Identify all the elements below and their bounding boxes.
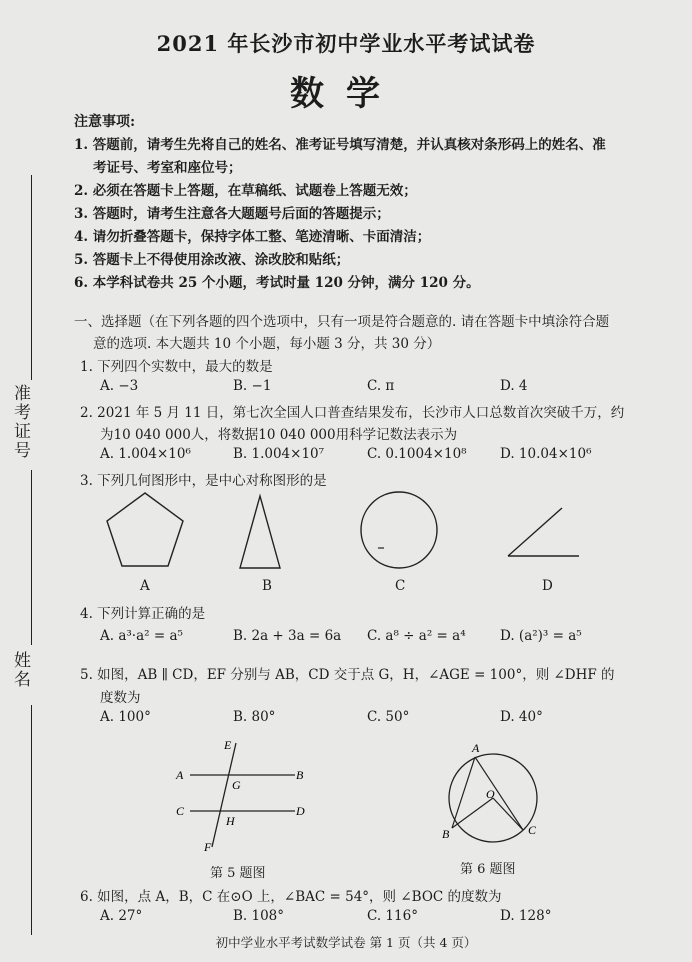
notice-item: 考证号、考室和座位号； bbox=[93, 160, 242, 176]
subject-title: 数学 bbox=[290, 74, 402, 114]
pentagon-shape bbox=[107, 493, 183, 566]
q4-option-b: B. 2a + 3a = 6a bbox=[233, 628, 342, 644]
q3-option-b: B bbox=[262, 578, 272, 594]
question-2-stem: 2. 2021 年 5 月 11 日，第七次全国人口普查结果发布，长沙市人口总数首次突破千万，约 bbox=[80, 405, 625, 421]
q4-option-a: A. a³·a² = a⁵ bbox=[100, 628, 183, 644]
name-label: 姓名 bbox=[14, 651, 31, 690]
q5-option-c: C. 50° bbox=[367, 709, 410, 725]
figure-6-caption: 第 6 题图 bbox=[460, 862, 516, 877]
q6-option-c: C. 116° bbox=[367, 908, 418, 924]
notice-item: 4. 请勿折叠答题卡，保持字体工整、笔迹清晰、卡面清洁； bbox=[74, 229, 431, 245]
line-ef bbox=[212, 743, 236, 847]
q2-option-b: B. 1.004×10⁷ bbox=[233, 446, 325, 462]
label-c: C bbox=[528, 823, 537, 837]
label-e: E bbox=[224, 738, 232, 752]
q6-option-a: A. 27° bbox=[100, 908, 143, 924]
section-heading-cont: 意的选项. 本大题共 10 个小题，每小题 3 分，共 30 分） bbox=[93, 336, 441, 352]
label-a: A bbox=[472, 741, 480, 755]
question-5-stem-cont: 度数为 bbox=[100, 690, 141, 706]
q4-option-c: C. a⁸ ÷ a² = a⁴ bbox=[367, 628, 466, 644]
label-o: O bbox=[486, 787, 495, 801]
notice-item: 3. 答题时，请考生注意各大题题号后面的答题提示； bbox=[74, 206, 390, 222]
question-3-stem: 3. 下列几何图形中，是中心对称图形的是 bbox=[80, 473, 327, 489]
figure-6-diagram bbox=[430, 738, 555, 848]
exam-number-label: 准考证号 bbox=[14, 384, 31, 461]
q6-option-d: D. 128° bbox=[500, 908, 552, 924]
q1-option-a: A. −3 bbox=[100, 378, 139, 394]
label-d: D bbox=[296, 804, 305, 818]
q4-option-d: D. (a²)³ = a⁵ bbox=[500, 628, 582, 644]
q6-option-b: B. 108° bbox=[233, 908, 285, 924]
q3-option-a: A bbox=[140, 578, 150, 594]
label-f: F bbox=[204, 840, 212, 853]
q2-option-a: A. 1.004×10⁶ bbox=[100, 446, 191, 462]
label-c: C bbox=[176, 804, 185, 818]
label-g: G bbox=[232, 778, 241, 792]
question-2-stem-cont: 为10 040 000人，将数据10 040 000用科学记数法表示为 bbox=[100, 427, 458, 443]
notice-item: 6. 本学科试卷共 25 个小题，考试时量 120 分钟，满分 120 分。 bbox=[74, 275, 480, 291]
notice-item: 5. 答题卡上不得使用涂改液、涂改胶和贴纸； bbox=[74, 252, 350, 268]
notice-heading: 注意事项: bbox=[74, 114, 136, 130]
label-h: H bbox=[226, 814, 235, 828]
q5-option-d: D. 40° bbox=[500, 709, 543, 725]
exam-title: 2021 年长沙市初中学业水平考试试卷 bbox=[156, 31, 536, 56]
q2-option-d: D. 10.04×10⁶ bbox=[500, 446, 592, 462]
label-a: A bbox=[176, 768, 184, 782]
question-6-stem: 6. 如图，点 A，B，C 在⊙O 上，∠BAC = 54°，则 ∠BOC 的度数为 bbox=[80, 889, 502, 905]
binding-line-mid bbox=[31, 470, 32, 645]
triangle-shape bbox=[240, 496, 280, 568]
question-1-stem: 1. 下列四个实数中，最大的数是 bbox=[80, 359, 273, 375]
question-5-stem: 5. 如图，AB ∥ CD，EF 分别与 AB，CD 交于点 G，H，∠AGE = 100°，则 ∠DHF 的 bbox=[80, 667, 615, 683]
q3-shapes bbox=[95, 488, 605, 578]
circle-shape bbox=[361, 492, 437, 568]
q1-option-b: B. −1 bbox=[233, 378, 272, 394]
q3-option-c: C bbox=[395, 578, 406, 594]
figure-5-diagram bbox=[170, 735, 320, 853]
notice-item: 2. 必须在答题卡上答题，在草稿纸、试题卷上答题无效； bbox=[74, 183, 417, 199]
q3-option-d: D bbox=[542, 578, 553, 594]
notice-item: 1. 答题前，请考生先将自己的姓名、准考证号填写清楚，并认真核对条形码上的姓名、准 bbox=[74, 137, 606, 153]
question-4-stem: 4. 下列计算正确的是 bbox=[80, 606, 206, 622]
label-b: B bbox=[442, 827, 450, 841]
q1-option-d: D. 4 bbox=[500, 378, 528, 394]
q5-option-b: B. 80° bbox=[233, 709, 276, 725]
section-heading: 一、选择题（在下列各题的四个选项中，只有一项是符合题意的. 请在答题卡中填涂符合题 bbox=[74, 314, 610, 330]
q5-option-a: A. 100° bbox=[100, 709, 151, 725]
q1-option-c: C. π bbox=[367, 378, 395, 394]
page-footer: 初中学业水平考试数学试卷 第 1 页（共 4 页） bbox=[215, 935, 477, 950]
figure-5-caption: 第 5 题图 bbox=[210, 866, 266, 881]
label-b: B bbox=[296, 768, 304, 782]
q2-option-c: C. 0.1004×10⁸ bbox=[367, 446, 467, 462]
binding-line-top bbox=[31, 175, 32, 380]
binding-line-bottom bbox=[31, 705, 32, 935]
